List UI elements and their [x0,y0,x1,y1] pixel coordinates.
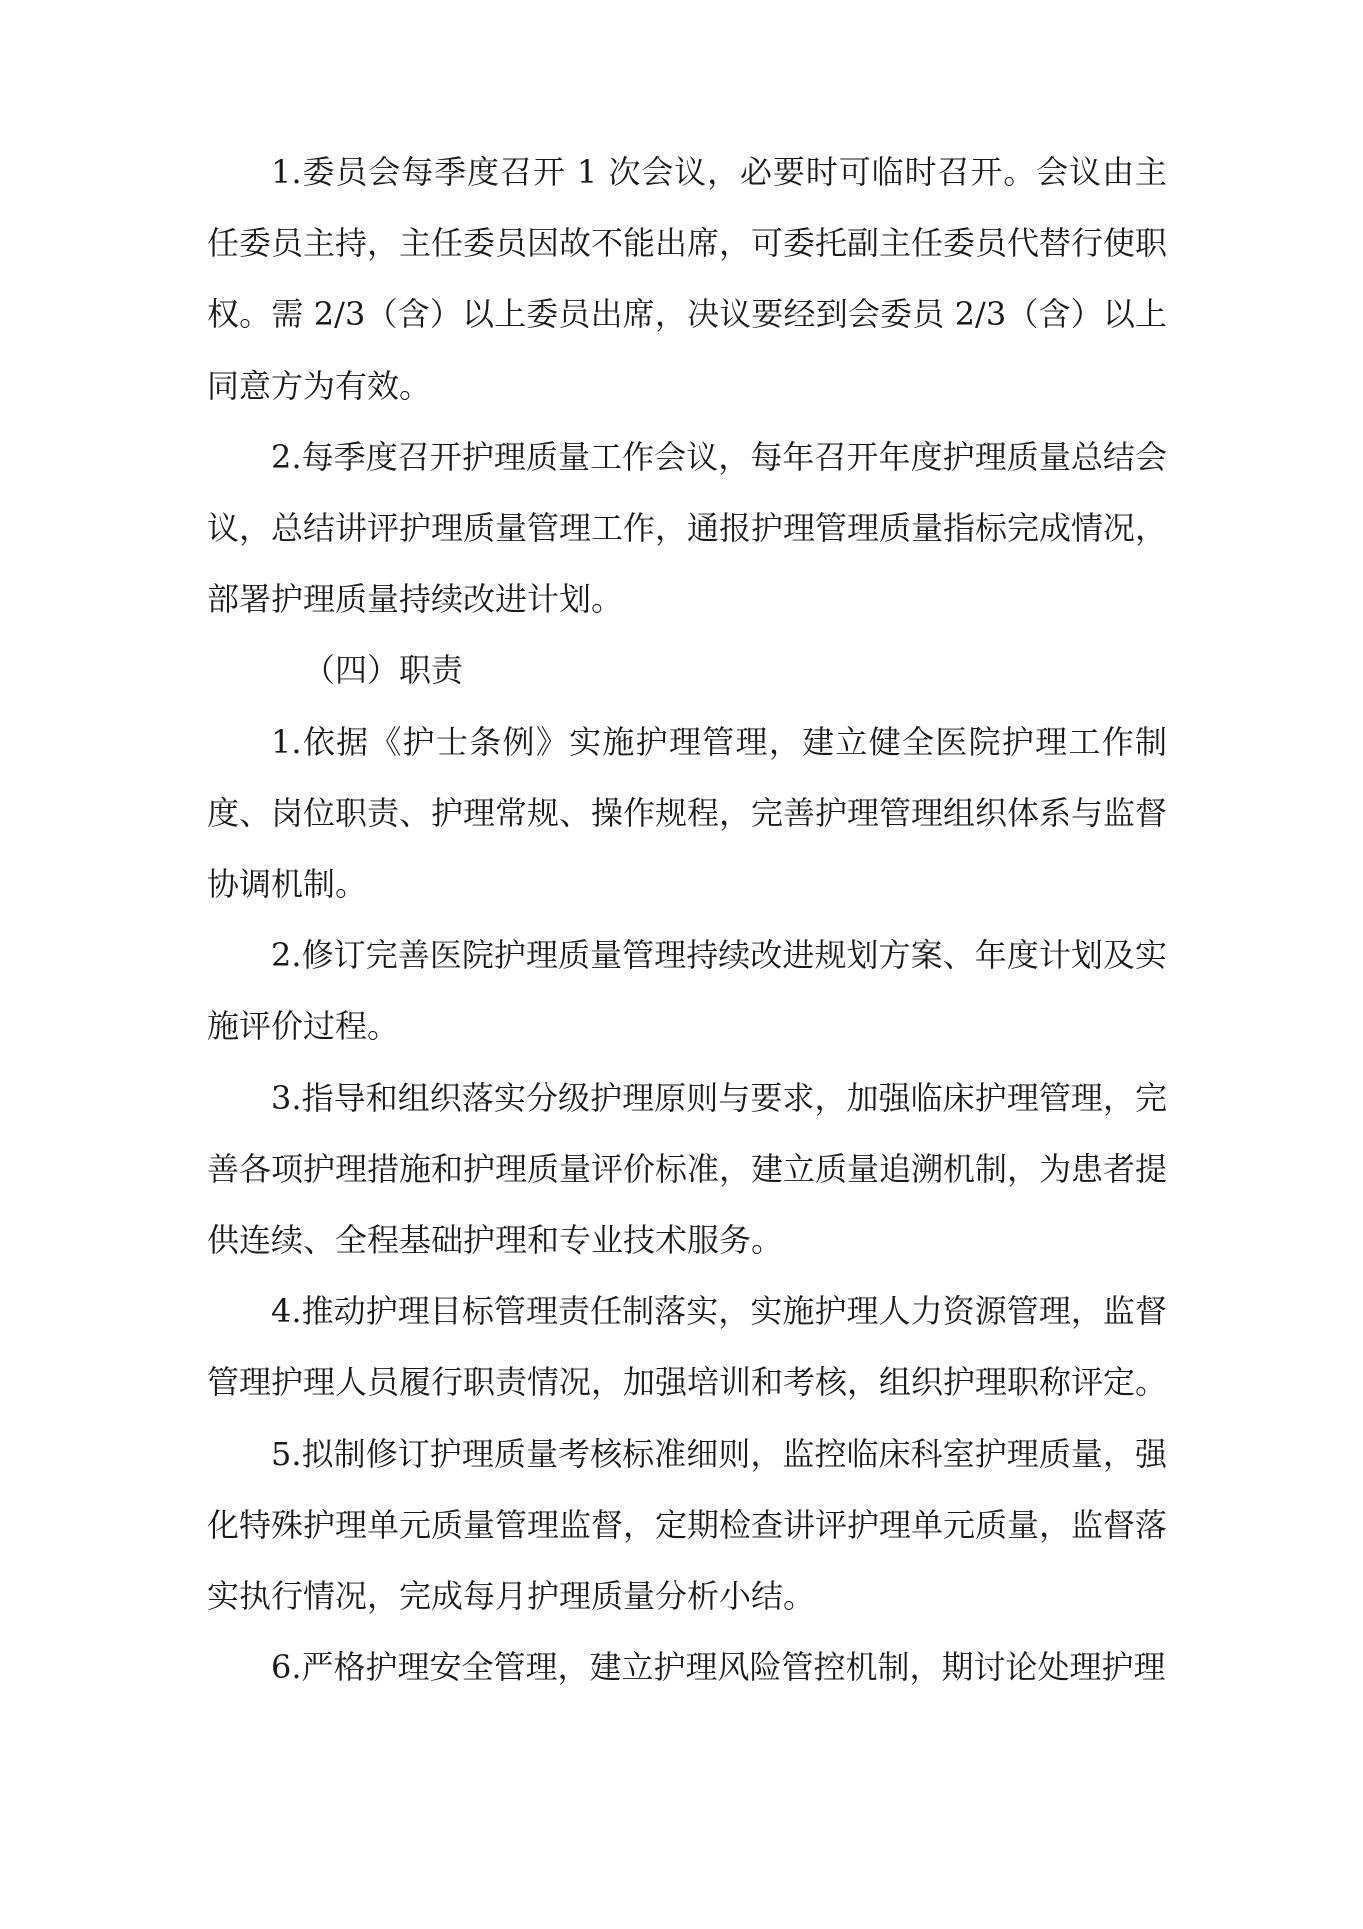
document-body [207,137,1167,1703]
paragraph-duty-6: 6.严格护理安全管理，建立护理风险管控机制，期讨论处理护理 [271,1648,1166,1687]
paragraph-quality-meeting: 2.每季度召开护理质量工作会议，每年召开年度护理质量总结会议，总结讲评护理质量管理工作，通报护理管理质量指标完成情况，部署护理质量持续改进计划。 [207,437,1168,619]
paragraph-duty-1: 1.依据《护士条例》实施护理管理，建立健全医院护理工作制度、岗位职责、护理常规、操作规程，完善护理管理组织体系与监督协调机制。 [207,722,1168,904]
paragraph-duty-4: 4.推动护理目标管理责任制落实，实施护理人力资源管理，监督管理护理人员履行职责情况，加强培训和考核，组织护理职称评定。 [207,1292,1168,1402]
paragraph-duty-5: 5.拟制修订护理质量考核标准细则，监控临床科室护理质量，强化特殊护理单元质量管理监督，定期检查讲评护理单元质量，监督落实执行情况，完成每月护理质量分析小结。 [207,1434,1168,1616]
paragraph-duty-2: 2.修订完善医院护理质量管理持续改进规划方案、年度计划及实施评价过程。 [207,936,1167,1046]
section-heading-duties: （四）职责 [303,651,464,690]
paragraph-meeting-frequency: 1.委员会每季度召开 1 次会议，必要时可临时召开。会议由主任委员主持，主任委员因故不能出席，可委托副主任委员代替行使职权。需 2/3（含）以上委员出席，决议要经到会委员 2/3（含）以上同意方为有效。 [207,153,1168,405]
paragraph-duty-3: 3.指导和组织落实分级护理原则与要求，加强临床护理管理，完善各项护理措施和护理质量评价标准，建立质量追溯机制，为患者提供连续、全程基础护理和专业技术服务。 [207,1078,1168,1260]
